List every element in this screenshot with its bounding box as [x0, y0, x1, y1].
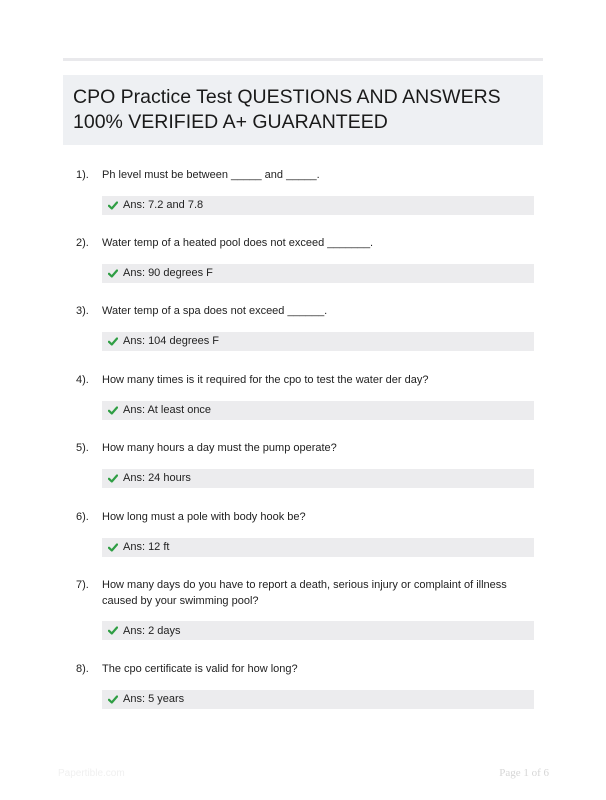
page-number: Page 1 of 6: [499, 767, 549, 779]
question-text: How many times is it required for the cpo to test the water der day?: [102, 374, 429, 386]
answer-box: [102, 538, 534, 557]
answer-text: Ans: 2 days: [123, 624, 181, 637]
check-icon: [108, 406, 118, 415]
question-text: How long must a pole with body hook be?: [102, 511, 306, 523]
question-text: Ph level must be between _____ and _____.: [102, 169, 320, 181]
document-title-box: [63, 75, 543, 145]
answer-box: [102, 196, 534, 215]
top-divider: [63, 58, 543, 61]
qa-item-8: [63, 662, 543, 709]
answer-box: [102, 401, 534, 420]
answer-text: Ans: 5 years: [123, 693, 185, 705]
check-icon: [108, 201, 118, 210]
question-text: How many days do you have to report a death, serious injury or complaint of illness caused by your swimming pool?: [102, 579, 507, 607]
answer-box: [102, 332, 534, 351]
question-number: 1).: [76, 169, 89, 181]
title-line-1: CPO Practice Test QUESTIONS AND ANSWERS: [73, 86, 501, 108]
answer-text: Ans: 12 ft: [123, 541, 170, 553]
qa-item-7: [63, 578, 543, 640]
question-number: 4).: [76, 374, 89, 386]
qa-item-1: [63, 168, 543, 215]
check-icon: [108, 337, 118, 346]
answer-box: [102, 469, 534, 488]
question-text: Water temp of a heated pool does not exceed _______.: [102, 237, 374, 249]
qa-item-3: [63, 304, 543, 351]
question-number: 3).: [76, 305, 89, 317]
question-text: The cpo certificate is valid for how long?: [102, 663, 298, 675]
answer-text: Ans: 104 degrees F: [123, 335, 220, 347]
check-icon: [108, 269, 118, 278]
check-icon: [108, 626, 118, 635]
check-icon: [108, 695, 118, 704]
answer-text: Ans: 24 hours: [123, 472, 191, 484]
qa-item-6: [63, 510, 543, 557]
check-icon: [108, 543, 118, 552]
answer-text: Ans: At least once: [123, 404, 212, 416]
answer-box: [102, 264, 534, 283]
answer-box: [102, 690, 534, 709]
title-line-2: 100% VERIFIED A+ GUARANTEED: [73, 111, 388, 133]
footer-watermark: Papertible.com: [58, 768, 125, 779]
document-title: [73, 85, 533, 135]
check-icon: [108, 474, 118, 483]
question-number: 5).: [76, 442, 89, 454]
answer-box: [102, 621, 534, 640]
question-number: 6).: [76, 511, 89, 523]
qa-item-2: [63, 236, 543, 283]
question-number: 8).: [76, 663, 89, 675]
qa-item-4: [63, 373, 543, 420]
question-text: How many hours a day must the pump operate?: [102, 442, 337, 454]
question-number: 7).: [76, 579, 89, 591]
qa-item-5: [63, 441, 543, 488]
question-text: Water temp of a spa does not exceed ______.: [102, 305, 328, 317]
answer-text: Ans: 90 degrees F: [123, 267, 213, 279]
answer-text: Ans: 7.2 and 7.8: [123, 199, 204, 211]
question-number: 2).: [76, 237, 89, 249]
